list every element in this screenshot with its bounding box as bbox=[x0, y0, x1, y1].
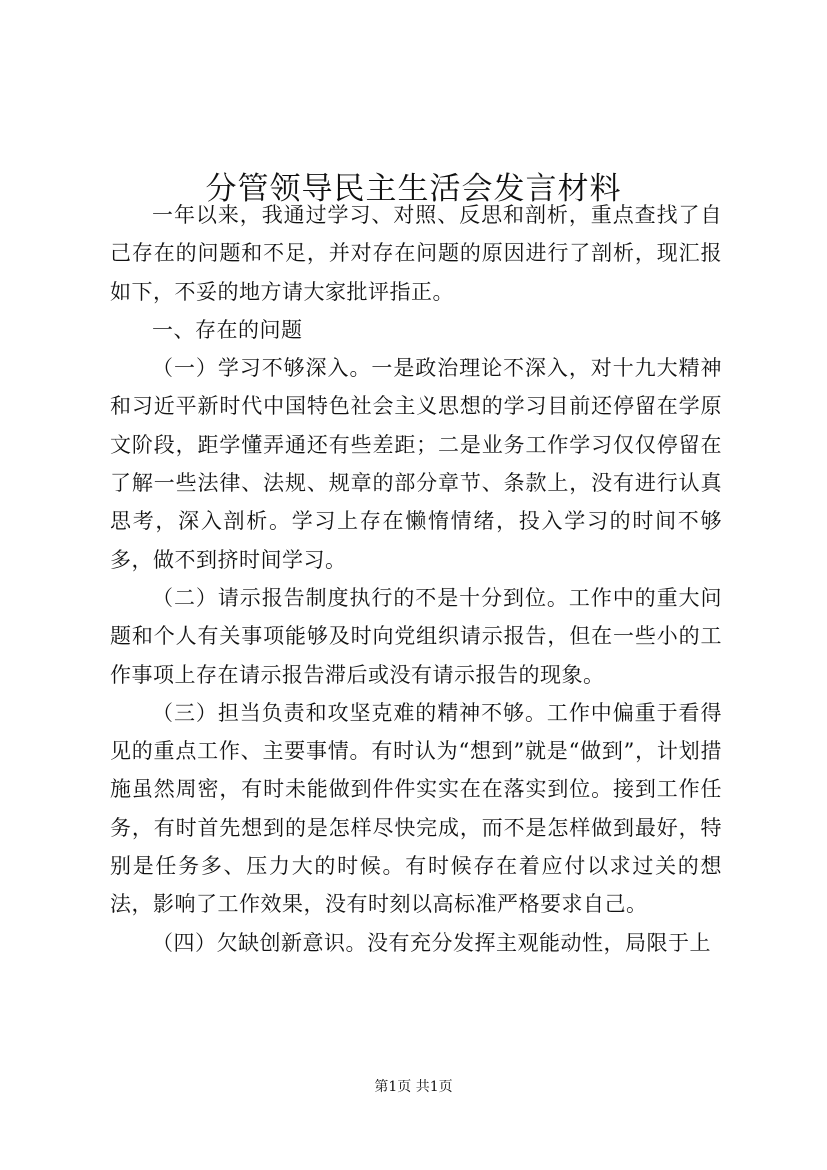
paragraph-intro: 一年以来，我通过学习、对照、反思和剖析，重点查找了自己存在的问题和不足，并对存在问题的原因进行了剖析，现汇报如下，不妥的地方请大家批评指正。 bbox=[110, 203, 722, 304]
document-body bbox=[110, 196, 722, 962]
paragraph-responsibility: （三）担当负责和攻坚克难的精神不够。工作中偏重于看得见的重点工作、主要事情。有时认为“想到”就是“做到”，计划措施虽然周密，有时未能做到件件实实在在落实到位。接到工作任务，有时首先想到的是怎样尽快完成，而不是怎样做到最好，特别是任务多、压力大的时候。有时候存在着应付以求过关的想法，影响了工作效果，没有时刻以高标准严格要求自己。 bbox=[110, 700, 722, 917]
page-footer: 第1页 共1页 bbox=[374, 1079, 453, 1095]
paragraph-study: （一）学习不够深入。一是政治理论不深入，对十九大精神和习近平新时代中国特色社会主义思想的学习目前还停留在学原文阶段，距学懂弄通还有些差距；二是业务工作学习仅仅停留在了解一些法律、法规、规章的部分章节、条款上，没有进行认真思考，深入剖析。学习上存在懒惰情绪，投入学习的时间不够多，做不到挤时间学习。 bbox=[110, 356, 722, 572]
section-heading-problems: 一、存在的问题 bbox=[152, 317, 303, 342]
document-title: 分管领导民主生活会发言材料 bbox=[205, 170, 622, 207]
paragraph-innovation: （四）欠缺创新意识。没有充分发挥主观能动性，局限于上 bbox=[152, 930, 711, 955]
paragraph-reporting: （二）请示报告制度执行的不是十分到位。工作中的重大问题和个人有关事项能够及时向党组织请示报告，但在一些小的工作事项上存在请示报告滞后或没有请示报告的现象。 bbox=[110, 585, 722, 687]
